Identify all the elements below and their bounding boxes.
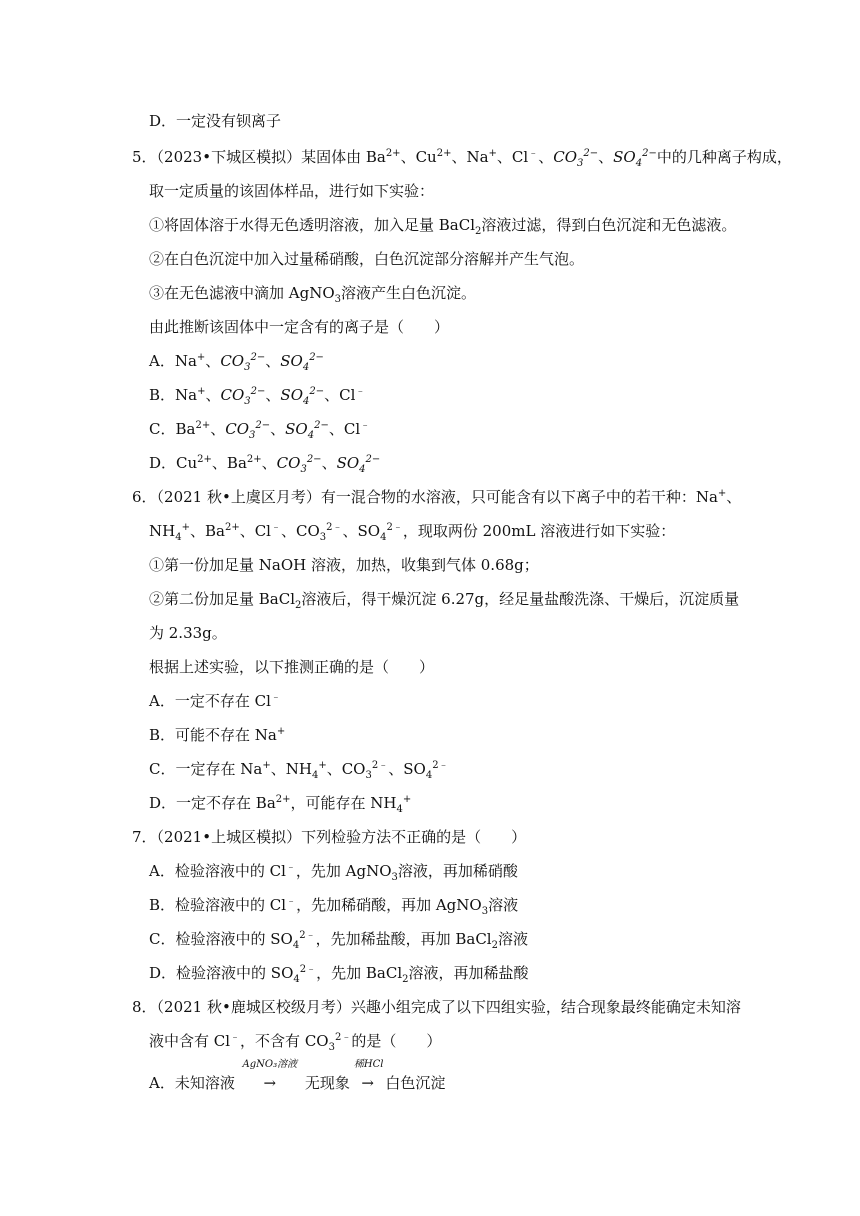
q5-step2: ②在白色沉淀中加入过量稀硝酸，白色沉淀部分溶解并产生气泡。: [149, 250, 585, 268]
q6-option-b: B．可能不存在 Na+: [149, 726, 286, 744]
q5-step3: ③在无色滤液中滴加 AgNO$_3$溶液产生白色沉淀。: [149, 284, 477, 305]
q7-option-c: C．检验溶液中的 $SO_4^{2﹣}$，先加稀盐酸，再加 BaCl$_2$溶液: [149, 930, 528, 951]
q6-step2-cont: 为 2.33g。: [149, 624, 227, 642]
q5-option-c: C．$Ba^{2+}$、$CO_3^{2-}$、$SO_4^{2-}$、Cl﹣: [149, 420, 371, 441]
q6-step2: ②第二份加足量 BaCl$_2$溶液后，得干燥沉淀 6.27g，经足量盐酸洗涤、干燥后，沉淀质量: [149, 590, 740, 611]
q6-option-a: A．一定不存在 Cl﹣: [149, 692, 281, 710]
q6-question: 根据上述实验，以下推测正确的是（ ）: [149, 658, 435, 676]
q7-stem: 7．（2021•上城区模拟）下列检验方法不正确的是（ ）: [132, 828, 527, 846]
q7-option-d: D．检验溶液中的 $SO_4^{2﹣}$，先加 BaCl$_2$溶液，再加稀盐酸: [149, 964, 529, 985]
q5-question: 由此推断该固体中一定含有的离子是（ ）: [149, 318, 450, 336]
q5-option-a: A．Na+、$CO_3^{2-}$、$SO_4^{2-}$: [149, 352, 324, 373]
q6-stem-line1: 6．（2021 秋•上虞区月考）有一混合物的水溶液，只可能含有以下离子中的若干种：Na+、: [132, 488, 742, 506]
q8-stem-line2: 液中含有 Cl﹣，不含有 $CO_3^{2﹣}$的是（ ）: [149, 1032, 442, 1053]
reaction-arrow-2: 稀HCl →: [353, 1059, 384, 1092]
q7-option-b: B．检验溶液中的 Cl﹣，先加稀硝酸，再加 AgNO$_3$溶液: [149, 896, 519, 917]
q5-step1: ①将固体溶于水得无色透明溶液，加入足量 BaCl$_2$溶液过滤，得到白色沉淀和无色滤液。: [149, 216, 737, 237]
q5-option-d: D．$Cu^{2+}$、$Ba^{2+}$、$CO_3^{2-}$、$SO_4^{2-}$: [149, 454, 381, 475]
q6-step1: ①第一份加足量 NaOH 溶液，加热，收集到气体 0.68g；: [149, 556, 539, 574]
q8-option-a: A．未知溶液 AgNO₃溶液 → 无现象 稀HCl → 白色沉淀: [149, 1059, 446, 1092]
q6-stem-line2: $NH_4^+$、$Ba^{2+}$、Cl﹣、$CO_3^{2﹣}$、$SO_4^{2﹣}$，现取两份 200mL 溶液进行如下实验：: [149, 522, 676, 543]
q7-option-a: A．检验溶液中的 Cl﹣，先加 AgNO$_3$溶液，再加稀硝酸: [149, 862, 518, 883]
q5-option-b: B．Na+、$CO_3^{2-}$、$SO_4^{2-}$、Cl﹣: [149, 386, 366, 407]
q6-option-c: C．一定存在 Na+、$NH_4^+$、$CO_3^{2﹣}$、$SO_4^{2﹣}$: [149, 760, 449, 781]
q8-stem-line1: 8．（2021 秋•鹿城区校级月考）兴趣小组完成了以下四组实验，结合现象最终能确定未知溶: [132, 998, 741, 1016]
q5-stem-line1: 5．（2023•下城区模拟）某固体由 $Ba^{2+}$、$Cu^{2+}$、Na+、Cl﹣、$CO_3^{2-}$、$SO_4^{2-}$中的几种离子构成，: [132, 148, 792, 169]
reaction-arrow-1: AgNO₃溶液 →: [242, 1059, 298, 1092]
q6-option-d: D．一定不存在 $Ba^{2+}$，可能存在 $NH_4^+$: [149, 794, 412, 815]
q5-stem-line2: 取一定质量的该固体样品，进行如下实验：: [149, 182, 435, 200]
q4-option-d: D．一定没有钡离子: [149, 112, 282, 130]
